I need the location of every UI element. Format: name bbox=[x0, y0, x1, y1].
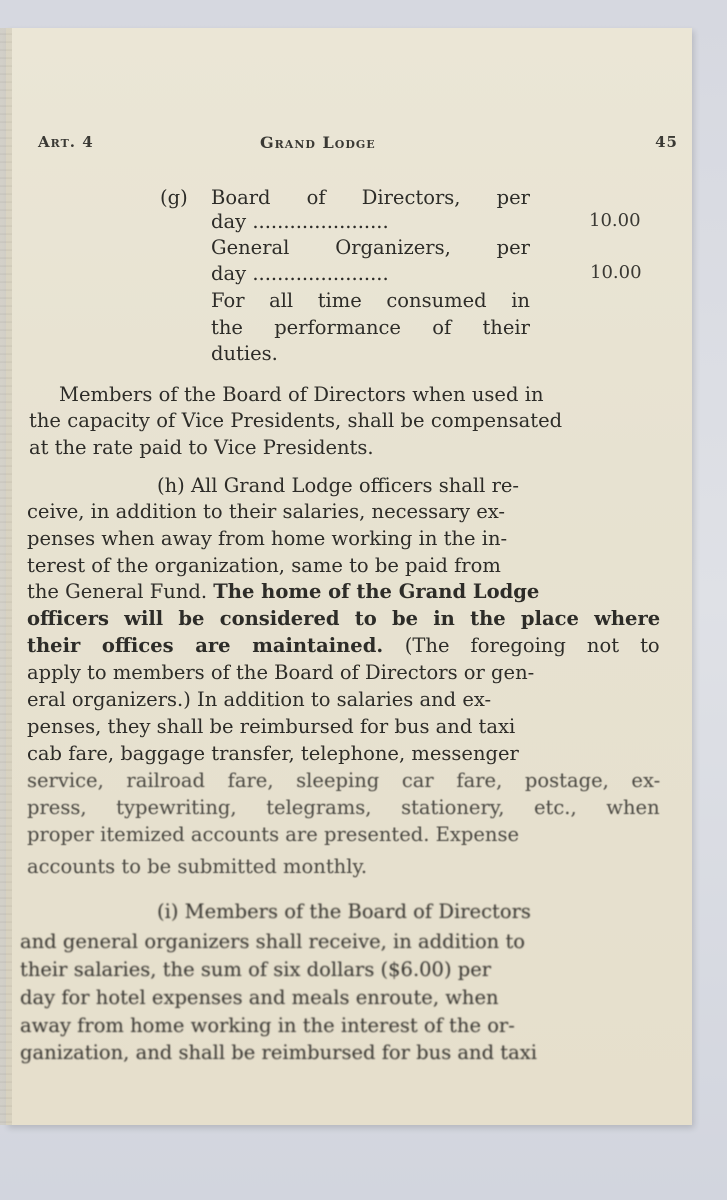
section-i-line: ganization, and shall be reimbursed for bus and taxi bbox=[20, 1041, 537, 1064]
article-label: Art. 4 bbox=[38, 133, 94, 151]
chapter-title: Grand Lodge bbox=[260, 133, 376, 152]
section-i-line: away from home working in the interest of the or- bbox=[20, 1014, 515, 1037]
section-g-entry-2-line2: day ...................... bbox=[211, 262, 389, 285]
bold-emphasis: their offices are maintained. bbox=[27, 634, 405, 657]
section-i-line: (i) Members of the Board of Directors bbox=[157, 900, 531, 923]
section-i-line: day for hotel expenses and meals enroute, when bbox=[20, 986, 499, 1009]
section-h-line: cab fare, baggage transfer, telephone, messenger bbox=[27, 742, 519, 765]
section-g-note-line bbox=[211, 342, 278, 365]
word: consumed bbox=[386, 289, 487, 312]
section-h-line: penses when away from home working in the in- bbox=[27, 527, 508, 550]
word: of bbox=[432, 316, 452, 339]
word: per bbox=[496, 186, 530, 209]
section-h-line: apply to members of the Board of Directors or gen- bbox=[27, 661, 535, 684]
members-paragraph-line: at the rate paid to Vice Presidents. bbox=[29, 436, 374, 459]
section-h-line: proper itemized accounts are presented. Expense bbox=[27, 823, 520, 846]
section-h-line: accounts to be submitted monthly. bbox=[27, 855, 368, 878]
word: per bbox=[496, 236, 530, 259]
members-paragraph-line: Members of the Board of Directors when used in bbox=[59, 383, 544, 406]
word: duties. bbox=[211, 342, 278, 365]
section-h-line: press, typewriting, telegrams, stationery, etc., when bbox=[27, 796, 660, 819]
section-g-note-line bbox=[211, 289, 530, 312]
word: of bbox=[306, 186, 326, 209]
section-g-entry-2-amount: 10.00 bbox=[590, 262, 642, 283]
section-h-line: (h) All Grand Lodge officers shall re- bbox=[157, 474, 520, 497]
section-g-entry-2-line1 bbox=[211, 236, 530, 259]
section-g-label: (g) bbox=[160, 186, 188, 209]
word: their bbox=[482, 316, 530, 339]
word: Organizers, bbox=[335, 236, 451, 259]
word: Directors, bbox=[361, 186, 461, 209]
word: in bbox=[511, 289, 530, 312]
word: General bbox=[211, 236, 290, 259]
section-g-entry-1-line1 bbox=[211, 186, 530, 209]
page-edges bbox=[0, 28, 12, 1125]
section-h-line: service, railroad fare, sleeping car fare, postage, ex- bbox=[27, 769, 661, 792]
members-paragraph-line: the capacity of Vice Presidents, shall be compensated bbox=[29, 409, 563, 432]
section-h-line: terest of the organization, same to be paid from bbox=[27, 554, 501, 577]
word: For bbox=[211, 289, 245, 312]
section-g-entry-1-amount: 10.00 bbox=[589, 210, 641, 231]
section-i-line: their salaries, the sum of six dollars ($6.00) per bbox=[20, 958, 492, 981]
word: all bbox=[269, 289, 294, 312]
section-g-entry-1-line2: day ...................... bbox=[211, 210, 389, 233]
page-number: 45 bbox=[655, 133, 678, 151]
section-h-line: eral organizers.) In addition to salaries and ex- bbox=[27, 688, 492, 711]
running-head bbox=[38, 133, 678, 157]
section-g-note-line bbox=[211, 316, 530, 339]
section-h-line: the General Fund. The home of the Grand Lodge bbox=[27, 580, 540, 603]
bold-emphasis: The home of the Grand Lodge bbox=[213, 580, 540, 603]
section-h-line: their offices are maintained. (The foregoing not to bbox=[27, 634, 660, 657]
word: time bbox=[317, 289, 362, 312]
section-h-line: ceive, in addition to their salaries, necessary ex- bbox=[27, 500, 506, 523]
word: performance bbox=[274, 316, 401, 339]
word: Board bbox=[211, 186, 271, 209]
section-h-line: officers will be considered to be in the place where bbox=[27, 607, 661, 630]
word: the bbox=[211, 316, 243, 339]
section-h-line: penses, they shall be reimbursed for bus and taxi bbox=[27, 715, 516, 738]
section-i-line: and general organizers shall receive, in addition to bbox=[20, 930, 526, 953]
